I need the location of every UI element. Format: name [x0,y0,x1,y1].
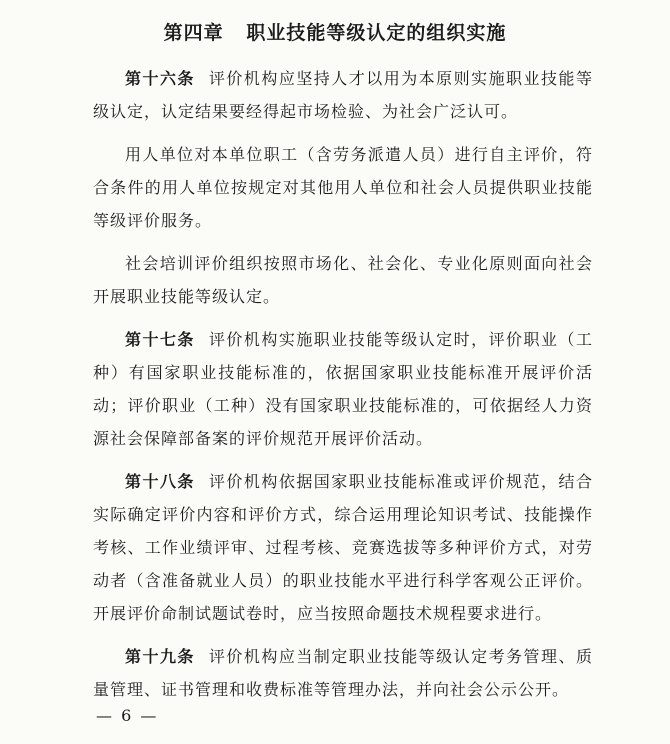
page-number: — 6 — [96,706,159,725]
paragraph-article-17 [93,323,593,455]
paragraph-article-19 [93,640,593,706]
article-number: 第十六条 [125,69,195,88]
paragraph-social-training [93,247,593,313]
paragraph-employer-evaluation [93,138,593,237]
document-body [93,62,593,716]
paragraph-text: 评价机构应当制定职业技能等级认定考务管理、质量管理、证书管理和收费标准等管理办法，并向社会公示公开。 [93,647,593,699]
article-number: 第十八条 [125,472,195,491]
paragraph-text: 社会培训评价组织按照市场化、社会化、专业化原则面向社会开展职业技能等级认定。 [93,254,593,306]
paragraph-article-18 [93,465,593,630]
paragraph-text: 评价机构实施职业技能等级认定时，评价职业（工种）有国家职业技能标准的，依据国家职业技能标准开展评价活动；评价职业（工种）没有国家职业技能标准的，可依据经人力资源社会保障部备案的评价规范开展评价活动。 [93,330,593,448]
chapter-title: 第四章 职业技能等级认定的组织实施 [163,22,507,44]
article-number: 第十七条 [125,330,195,349]
paragraph-text: 用人单位对本单位职工（含劳务派遣人员）进行自主评价，符合条件的用人单位按规定对其他用人单位和社会人员提供职业技能等级评价服务。 [93,145,593,230]
article-number: 第十九条 [125,647,195,666]
paragraph-article-16 [93,62,593,128]
paragraph-text: 评价机构依据国家职业技能标准或评价规范，结合实际确定评价内容和评价方式，综合运用理论知识考试、技能操作考核、工作业绩评审、过程考核、竞赛选拔等多种评价方式，对劳动者（含准备就业人员）的职业技能水平进行科学客观公正评价。开展评价命制试题试卷时，应当按照命题技术规程要求进行。 [93,472,593,623]
paragraph-text: 评价机构应坚持人才以用为本原则实施职业技能等级认定，认定结果要经得起市场检验、为社会广泛认可。 [93,69,593,121]
